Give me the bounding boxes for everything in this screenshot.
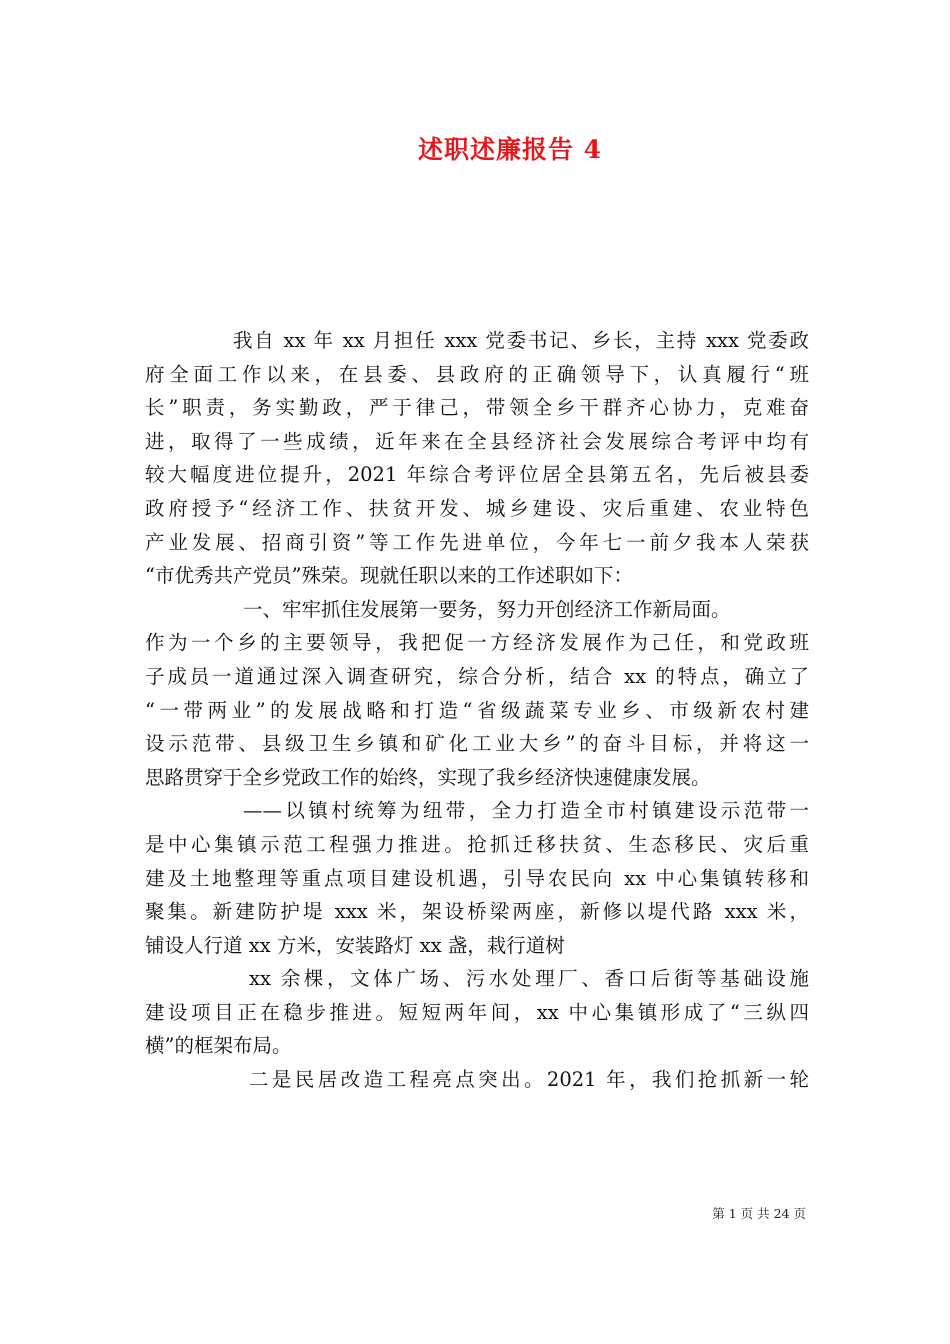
page-number: 第 1 页 共 24 页 [712,1206,806,1221]
text-line: 政府授予“经济工作、扶贫开发、城乡建设、灾后重建、农业特色 [145,496,809,520]
text-line: 产业发展、招商引资”等工作先进单位，今年七一前夕我本人荣获 [145,530,809,554]
text-line: 进，取得了一些成绩，近年来在全县经济社会发展综合考评中均有 [145,429,809,453]
text-line: 聚集。新建防护堤 xxx 米，架设桥梁两座，新修以堤代路 xxx 米， [145,900,809,924]
text-line: 建及土地整理等重点项目建设机遇，引导农民向 xx 中心集镇转移和 [145,866,809,890]
text-line: 设示范带、县级卫生乡镇和矿化工业大乡”的奋斗目标，并将这一 [145,732,809,756]
document-title: 述职述廉报告 4 [417,135,603,164]
text-line: xx 余棵，文体广场、污水处理厂、香口后街等基础设施 [249,967,809,991]
text-line: 府全面工作以来，在县委、县政府的正确领导下，认真履行“班 [145,362,809,386]
text-line: 长”职责，务实勤政，严于律己，带领全乡干群齐心协力，克难奋 [145,396,809,420]
text-line: “一带两业”的发展战略和打造“省级蔬菜专业乡、市级新农村建 [145,698,809,722]
text-line: 横”的框架布局。 [145,1034,292,1058]
text-line: 作为一个乡的主要领导，我把促一方经济发展作为己任，和党政班 [145,631,809,655]
text-line: 子成员一道通过深入调查研究，综合分析，结合 xx 的特点，确立了 [145,664,809,688]
text-line: 思路贯穿于全乡党政工作的始终，实现了我乡经济快速健康发展。 [145,765,711,789]
text-line: 较大幅度进位提升，2021 年综合考评位居全县第五名，先后被县委 [145,463,809,487]
text-line: “市优秀共产党员”殊荣。现就任职以来的工作述职如下： [145,564,633,588]
text-line: 建设项目正在稳步推进。短短两年间，xx 中心集镇形成了“三纵四 [145,1000,809,1024]
text-line: 二是民居改造工程亮点突出。2021 年，我们抢抓新一轮 [249,1068,809,1092]
text-line: ——以镇村统筹为纽带，全力打造全市村镇建设示范带一 [243,799,809,823]
text-line: 一、牢牢抓住发展第一要务，努力开创经济工作新局面。 [243,597,731,621]
document-body [145,324,809,1097]
text-line: 是中心集镇示范工程强力推进。抢抓迁移扶贫、生态移民、灾后重 [145,832,809,856]
text-line: 铺设人行道 xx 方米，安装路灯 xx 盏，栽行道树 [145,933,565,957]
text-line: 我自 xx 年 xx 月担任 xxx 党委书记、乡长，主持 xxx 党委政 [233,329,809,352]
